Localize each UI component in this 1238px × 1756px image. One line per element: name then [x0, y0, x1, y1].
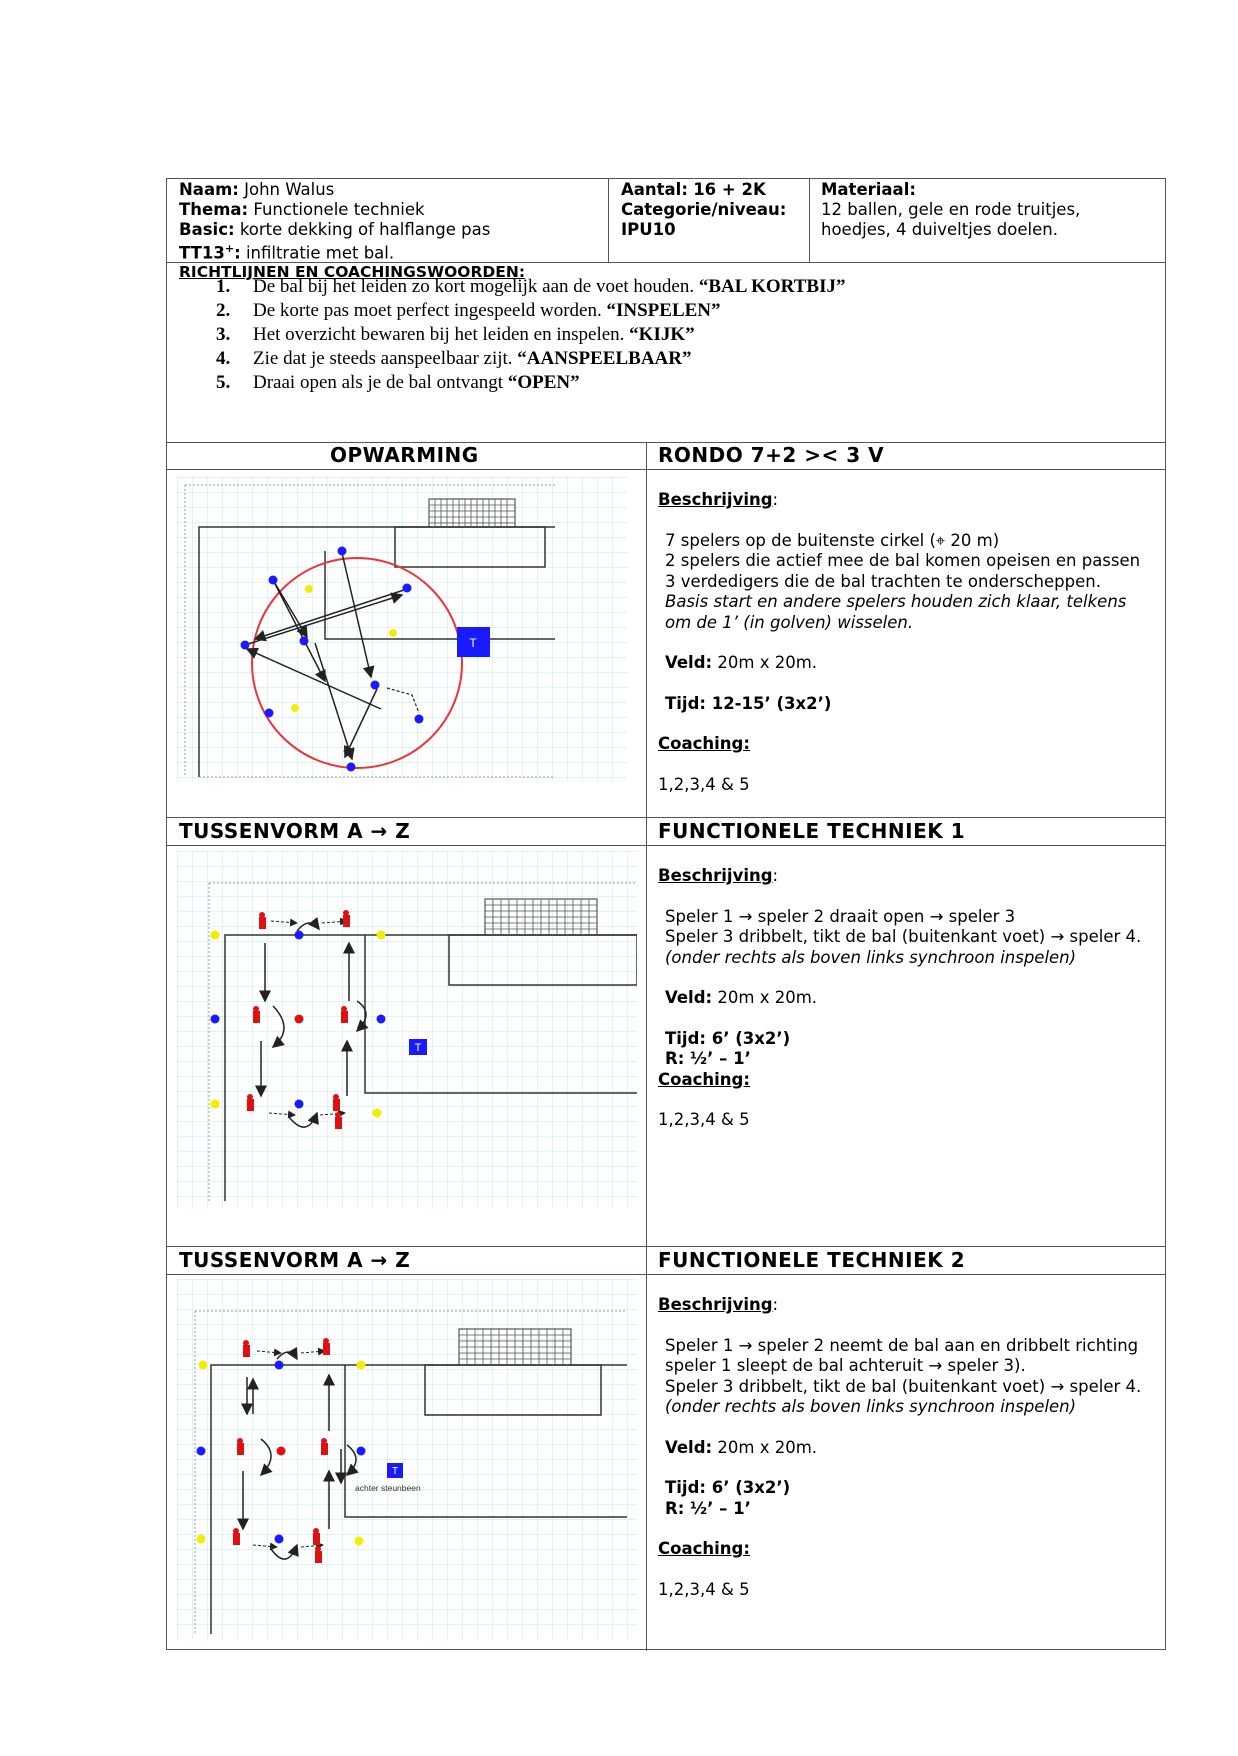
section2-left-title: TUSSENVORM A → Z: [179, 819, 411, 843]
guideline-keyword: “OPEN”: [507, 372, 580, 393]
beschrijving-colon: :: [772, 1295, 779, 1314]
naam-label: Naam:: [179, 180, 239, 199]
thema-label: Thema:: [179, 200, 249, 219]
basic-value: korte dekking of halflange pas: [239, 220, 491, 239]
guideline-text: Het overzicht bewaren bij het leiden en inspelen.: [253, 324, 630, 345]
guideline-keyword: “AANSPEELBAAR”: [517, 348, 692, 369]
section3-right-title: FUNCTIONELE TECHNIEK 2: [658, 1248, 966, 1272]
guideline-keyword: “BAL KORTBIJ”: [698, 276, 846, 297]
beschrijving-colon: :: [772, 866, 779, 885]
section1-left-title: OPWARMING: [330, 443, 479, 467]
tt-sup: +: [224, 242, 235, 255]
veld-label: Veld:: [665, 653, 713, 672]
basic-label: Basic:: [179, 220, 235, 239]
aantal-label: Aantal:: [621, 180, 688, 199]
rust-label: R: ½’ – 1’: [665, 1049, 751, 1068]
veld-label: Veld:: [665, 988, 713, 1007]
guideline-item: [203, 299, 845, 323]
veld-value: 20m x 20m.: [717, 653, 818, 672]
coaching-value: 1,2,3,4 & 5: [658, 1110, 750, 1129]
guideline-text: De bal bij het leiden zo kort mogelijk aan de voet houden.: [253, 276, 699, 297]
techniek1-diagram: [177, 851, 637, 1207]
tijd-label: Tijd: 6’ (3x2’): [665, 1028, 791, 1048]
section3-description: [658, 1295, 1158, 1600]
section-divider: [646, 442, 647, 1651]
guidelines-list: [203, 275, 845, 395]
coaching-value: 1,2,3,4 & 5: [658, 1579, 750, 1599]
veld-value: 20m x 20m.: [717, 988, 818, 1007]
section1-description: [658, 490, 1158, 795]
veld-label: Veld:: [665, 1437, 713, 1457]
section1-right-title: RONDO 7+2 >< 3 V: [658, 443, 885, 467]
guideline-keyword: “KIJK”: [629, 324, 695, 345]
tijd-label: Tijd: 12-15’ (3x2’): [665, 693, 832, 713]
section2-right-title: FUNCTIONELE TECHNIEK 1: [658, 819, 966, 843]
guideline-num: 1.: [216, 276, 231, 297]
session-sheet: [166, 178, 1166, 1650]
coaching-value: 1,2,3,4 & 5: [658, 774, 750, 794]
rondo-diagram: [177, 477, 627, 781]
desc-line: Speler 1 → speler 2 neemt de bal aan en dribbelt richting: [665, 1335, 1139, 1355]
guideline-item: [203, 347, 845, 371]
naam-value: John Walus: [244, 180, 335, 199]
guideline-keyword: “INSPELEN”: [606, 300, 721, 321]
header-divider-1: [608, 179, 609, 262]
section2-bottom-line: [167, 1246, 1165, 1247]
coaching-label: Coaching:: [658, 1539, 750, 1558]
desc-line: 2 spelers die actief mee de bal komen opeisen en passen: [665, 551, 1141, 570]
desc-line: speler 1 sleept de bal achteruit → speler 3).: [665, 1356, 1026, 1375]
tt-colon: :: [234, 243, 241, 263]
guideline-num: 2.: [216, 300, 231, 321]
trainer-marker-label: T: [469, 636, 477, 650]
header-middle: [621, 180, 791, 240]
guideline-num: 3.: [216, 324, 231, 345]
categorie-label: Categorie/niveau:: [621, 200, 787, 219]
guideline-item: [203, 275, 845, 299]
guideline-item: [203, 371, 845, 395]
header-right: [821, 180, 1161, 240]
desc-line: Speler 3 dribbelt, tikt de bal (buitenkant voet) → speler 4.: [665, 927, 1142, 946]
desc-italic-line: om de 1’ (in golven) wisselen.: [665, 612, 914, 632]
guideline-item: [203, 323, 845, 347]
rust-label: R: ½’ – 1’: [665, 1498, 751, 1518]
beschrijving-colon: :: [772, 490, 779, 509]
beschrijving-label: Beschrijving: [658, 1295, 773, 1314]
materiaal-line1: 12 ballen, gele en rode truitjes,: [821, 200, 1081, 219]
desc-line: Speler 3 dribbelt, tikt de bal (buitenkant voet) → speler 4.: [665, 1376, 1142, 1396]
tt-label: TT13: [179, 243, 225, 263]
trainer-marker-label: T: [414, 1042, 422, 1054]
guideline-num: 5.: [216, 372, 231, 393]
guideline-text: De korte pas moet perfect ingespeeld worden.: [253, 300, 607, 321]
guideline-text: Zie dat je steeds aanspeelbaar zijt.: [253, 348, 518, 369]
header-left: [179, 180, 619, 262]
materiaal-line2: hoedjes, 4 duiveltjes doelen.: [821, 220, 1058, 239]
veld-value: 20m x 20m.: [717, 1437, 818, 1457]
section1-title-line: [167, 469, 1165, 470]
section2-description: [658, 866, 1158, 1131]
coaching-label: Coaching:: [658, 734, 750, 753]
categorie-value: IPU10: [621, 220, 676, 239]
desc-line: 3 verdedigers die de bal trachten te onderscheppen.: [665, 571, 1101, 591]
tt-value: infiltratie met bal.: [245, 243, 395, 263]
beschrijving-label: Beschrijving: [658, 866, 773, 885]
aantal-value: 16 + 2K: [693, 180, 766, 199]
thema-value: Functionele techniek: [253, 200, 425, 219]
desc-line: Speler 1 → speler 2 draait open → speler 3: [665, 906, 1016, 926]
desc-italic-line: (onder rechts als boven links synchroon inspelen): [665, 1397, 1077, 1416]
desc-italic-line: (onder rechts als boven links synchroon inspelen): [665, 947, 1077, 967]
achter-steunbeen-label: achter steunbeen: [355, 1483, 421, 1493]
section3-left-title: TUSSENVORM A → Z: [179, 1248, 411, 1272]
section2-title-line: [167, 845, 1165, 846]
desc-line: 7 spelers op de buitenste cirkel (⌖ 20 m): [665, 530, 1000, 550]
guideline-text: Draai open als je de bal ontvangt: [253, 372, 508, 393]
section3-title-line: [167, 1274, 1165, 1275]
coaching-label: Coaching:: [658, 1069, 750, 1089]
desc-italic-line: Basis start en andere spelers houden zich klaar, telkens: [665, 592, 1127, 611]
materiaal-label: Materiaal:: [821, 180, 916, 199]
techniek2-diagram: [177, 1279, 637, 1639]
section1-bottom-line: [167, 817, 1165, 818]
guidelines-title: RICHTLIJNEN EN COACHINGSWOORDEN:: [179, 263, 526, 281]
guideline-num: 4.: [216, 348, 231, 369]
beschrijving-label: Beschrijving: [658, 490, 773, 509]
header-divider-2: [809, 179, 810, 262]
tijd-label: Tijd: 6’ (3x2’): [665, 1478, 791, 1497]
trainer-marker-label: T: [391, 1466, 399, 1477]
